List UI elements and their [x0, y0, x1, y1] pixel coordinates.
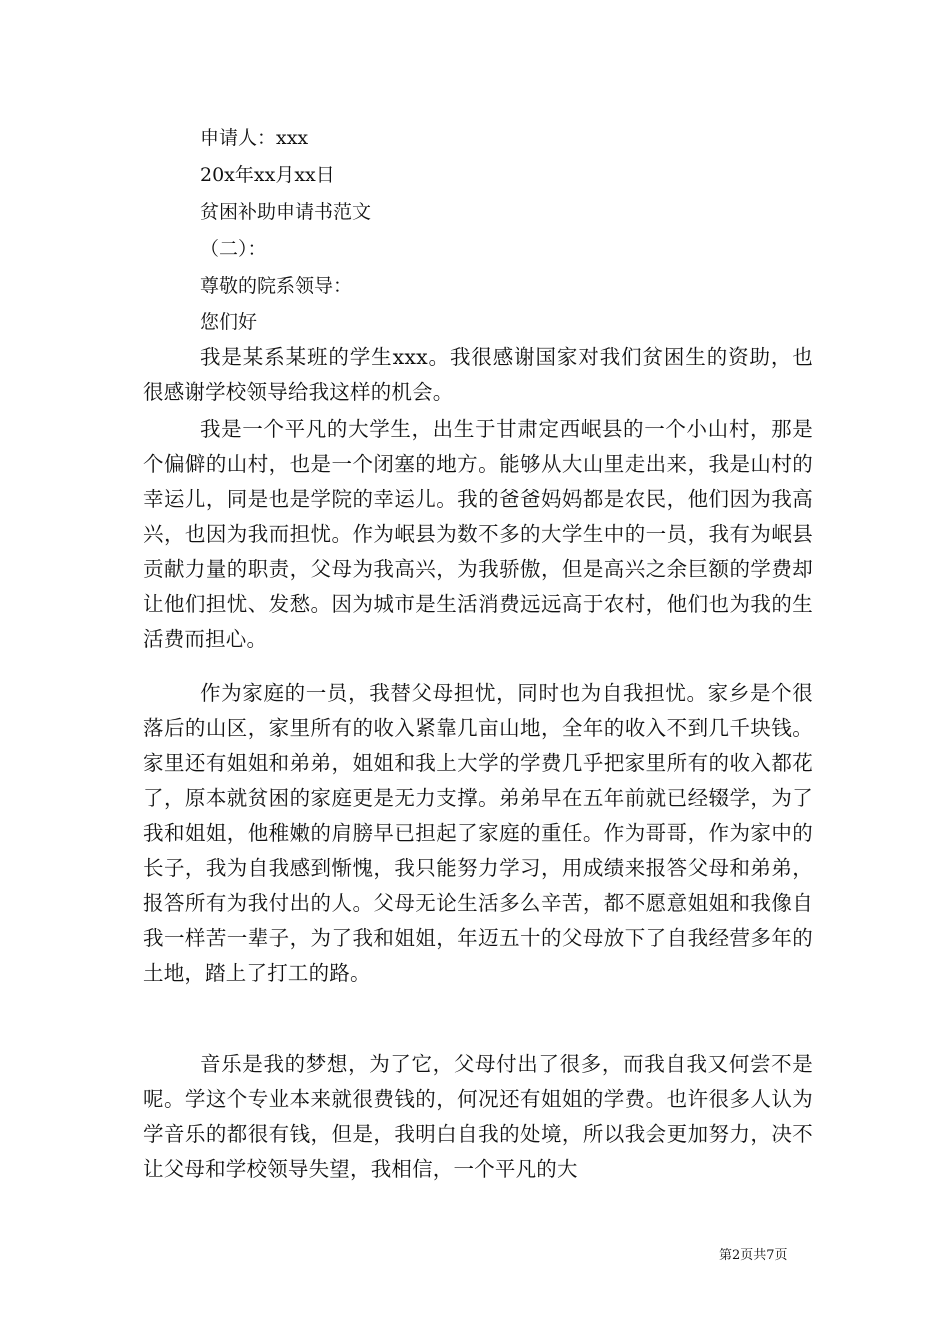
body-paragraph-4: 音乐是我的梦想，为了它，父母付出了很多，而我自我又何尝不是呢。学这个专业本来就很费钱的，何况还有姐姐的学费。也许很多人认为学音乐的都很有钱，但是，我明白自我的处境，所以我会更加努力，决不让父母和学校领导失望，我相信，一个平凡的大 [143, 1052, 813, 1181]
salutation: 尊敬的院系领导： [200, 275, 353, 297]
body-paragraph-1: 我是某系某班的学生xxx。我很感谢国家对我们贫困生的资助，也很感谢学校领导给我这样的机会。 [143, 345, 813, 404]
document-title: 贫困补助申请书范文 [200, 201, 372, 223]
body-paragraph-2: 我是一个平凡的大学生，出生于甘肃定西岷县的一个小山村，那是个偏僻的山村，也是一个闭塞的地方。能够从大山里走出来，我是山村的幸运儿，同是也是学院的幸运儿。我的爸爸妈妈都是农民，他们因为我高兴，也因为我而担忧。作为岷县为数不多的大学生中的一员，我有为岷县贡献力量的职责，父母为我高兴，为我骄傲，但是高兴之余巨额的学费却让他们担忧、发愁。因为城市是生活消费远远高于农村，他们也为我的生活费而担心。 [143, 417, 813, 651]
body-paragraph-3: 作为家庭的一员，我替父母担忧，同时也为自我担忧。家乡是个很落后的山区，家里所有的收入紧靠几亩山地，全年的收入不到几千块钱。家里还有姐姐和弟弟，姐姐和我上大学的学费几乎把家里所有的收入都花了，原本就贫困的家庭更是无力支撑。弟弟早在五年前就已经辍学，为了我和姐姐，他稚嫩的肩膀早已担起了家庭的重任。作为哥哥，作为家中的长子，我为自我感到惭愧，我只能努力学习，用成绩来报答父母和弟弟，报答所有为我付出的人。父母无论生活多么辛苦，都不愿意姐姐和我像自我一样苦一辈子，为了我和姐姐，年迈五十的父母放下了自我经营多年的土地，踏上了打工的路。 [143, 681, 813, 985]
date-line: 20x年xx月xx日 [200, 164, 335, 186]
greeting: 您们好 [200, 311, 258, 333]
section-number: （二）： [200, 238, 267, 260]
page-number-footer: 第2页共7页 [719, 1248, 788, 1263]
applicant-line: 申请人：xxx [200, 127, 309, 149]
